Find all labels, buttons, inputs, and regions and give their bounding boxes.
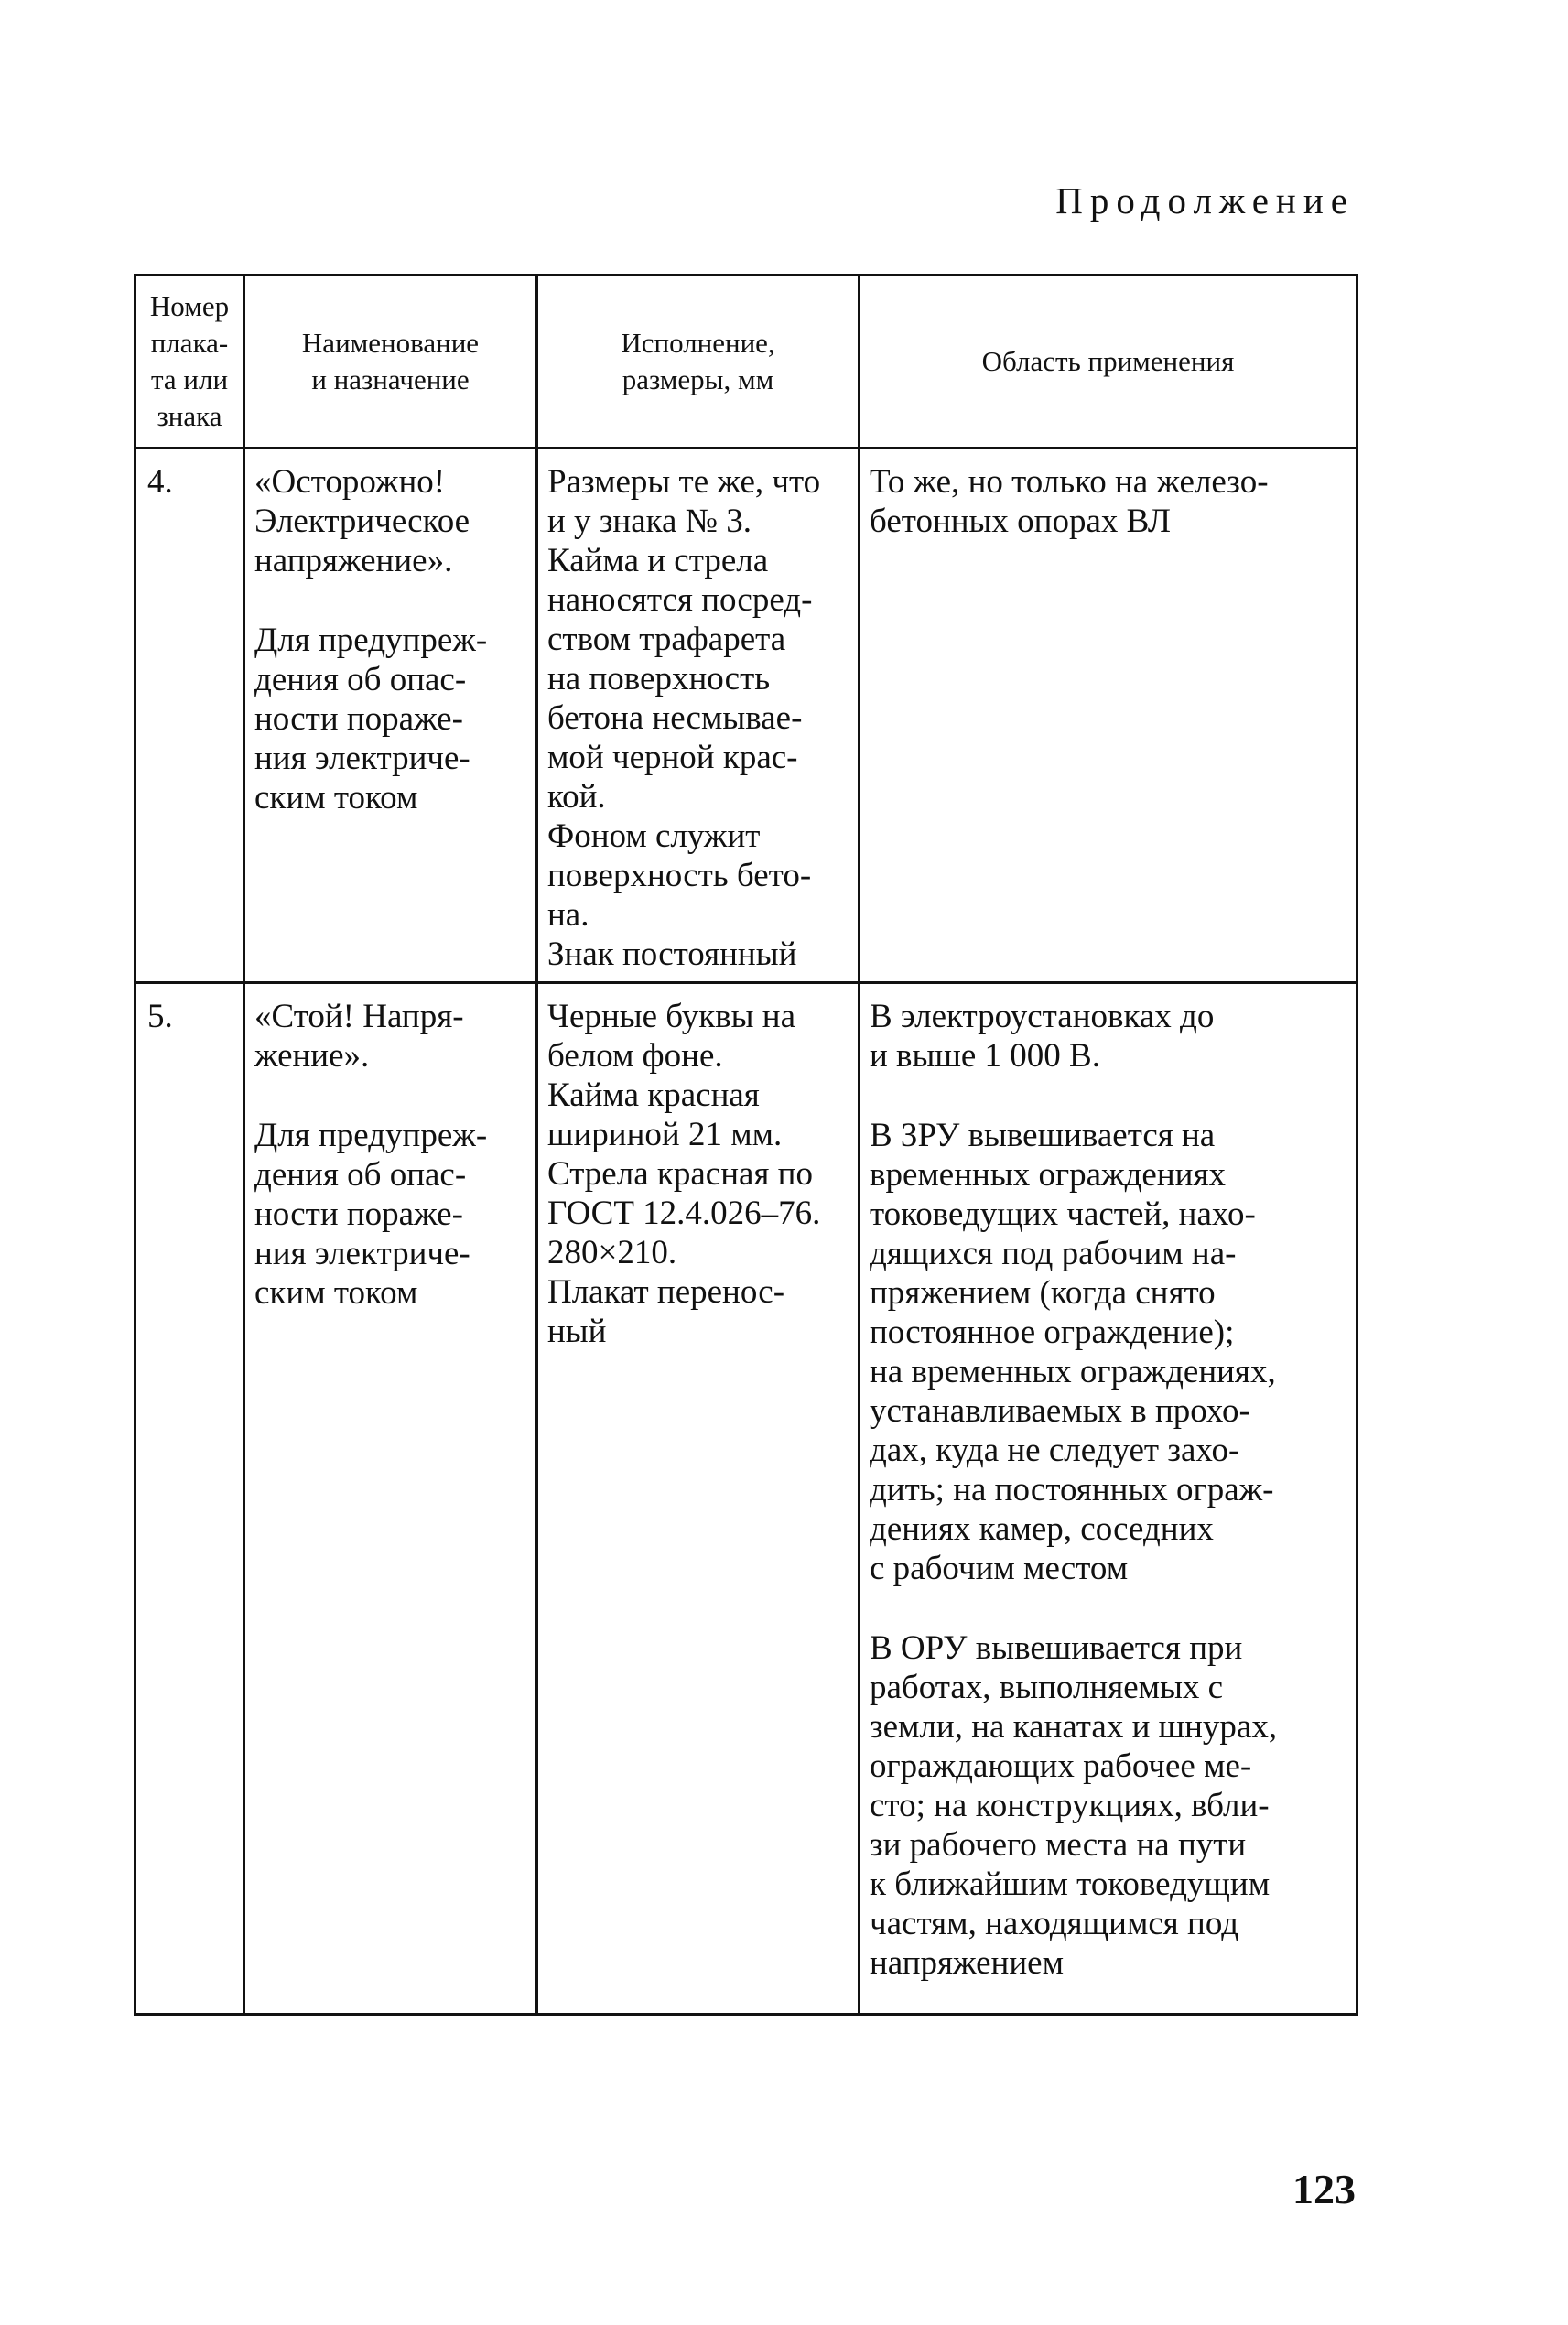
application-paragraph: В электроустановках до и выше 1 000 В. bbox=[870, 998, 1215, 1075]
header-number: Номер плака- та или знака bbox=[135, 276, 244, 449]
cell-application bbox=[860, 983, 1357, 2015]
header-application: Область применения bbox=[860, 276, 1357, 449]
sign-title: «Стой! Напря- жение». bbox=[254, 998, 464, 1075]
cell-number: 5. bbox=[135, 983, 244, 2015]
cell-name bbox=[244, 449, 537, 983]
page-number: 123 bbox=[1292, 2166, 1356, 2212]
table-row bbox=[135, 983, 1357, 2015]
sign-purpose: Для предупреж- дения об опас- ности пораже- ния электриче- ским током bbox=[254, 1117, 488, 1312]
table-header-row bbox=[135, 276, 1357, 449]
header-name: Наименование и назначение bbox=[244, 276, 537, 449]
header-execution: Исполнение, размеры, мм bbox=[537, 276, 860, 449]
application-paragraph: В ЗРУ вывешивается на временных ограждениях токоведущих частей, нахо- дящихся под рабочим на- пряжением (когда снято постоянное ограждение); на временных ограждениях, устанавливаемых в прохо- дах, куда не следует захо- дить; на постоянных ограж- дениях камер, соседних с рабочим местом bbox=[870, 1117, 1276, 1587]
cell-number: 4. bbox=[135, 449, 244, 983]
cell-execution: Черные буквы на белом фоне. Кайма красная шириной 21 мм. Стрела красная по ГОСТ 12.4.026–76. 280×210. Плакат перенос- ный bbox=[537, 983, 860, 2015]
application-paragraph: В ОРУ вывешивается при работах, выполняемых с земли, на канатах и шнурах, ограждающих рабочее ме- сто; на конструкциях, вбли- зи рабочего места на пути к ближайшим токоведущим частям, находящимся под напряжением bbox=[870, 1629, 1278, 1982]
cell-name bbox=[244, 983, 537, 2015]
cell-application: То же, но только на железо- бетонных опорах ВЛ bbox=[860, 449, 1357, 983]
cell-execution: Размеры те же, что и у знака № 3. Кайма и стрела наносятся посред- ством трафарета на поверхность бетона несмывае- мой черной крас- кой. Фоном служит поверхность бето- на. Знак постоянный bbox=[537, 449, 860, 983]
continuation-label: Продолжение bbox=[1055, 179, 1355, 222]
sign-purpose: Для предупреж- дения об опас- ности пораже- ния электриче- ским током bbox=[254, 622, 488, 816]
signs-table bbox=[134, 274, 1358, 2016]
table-row bbox=[135, 449, 1357, 983]
sign-title: «Осторожно! Электрическое напряжение». bbox=[254, 463, 470, 579]
